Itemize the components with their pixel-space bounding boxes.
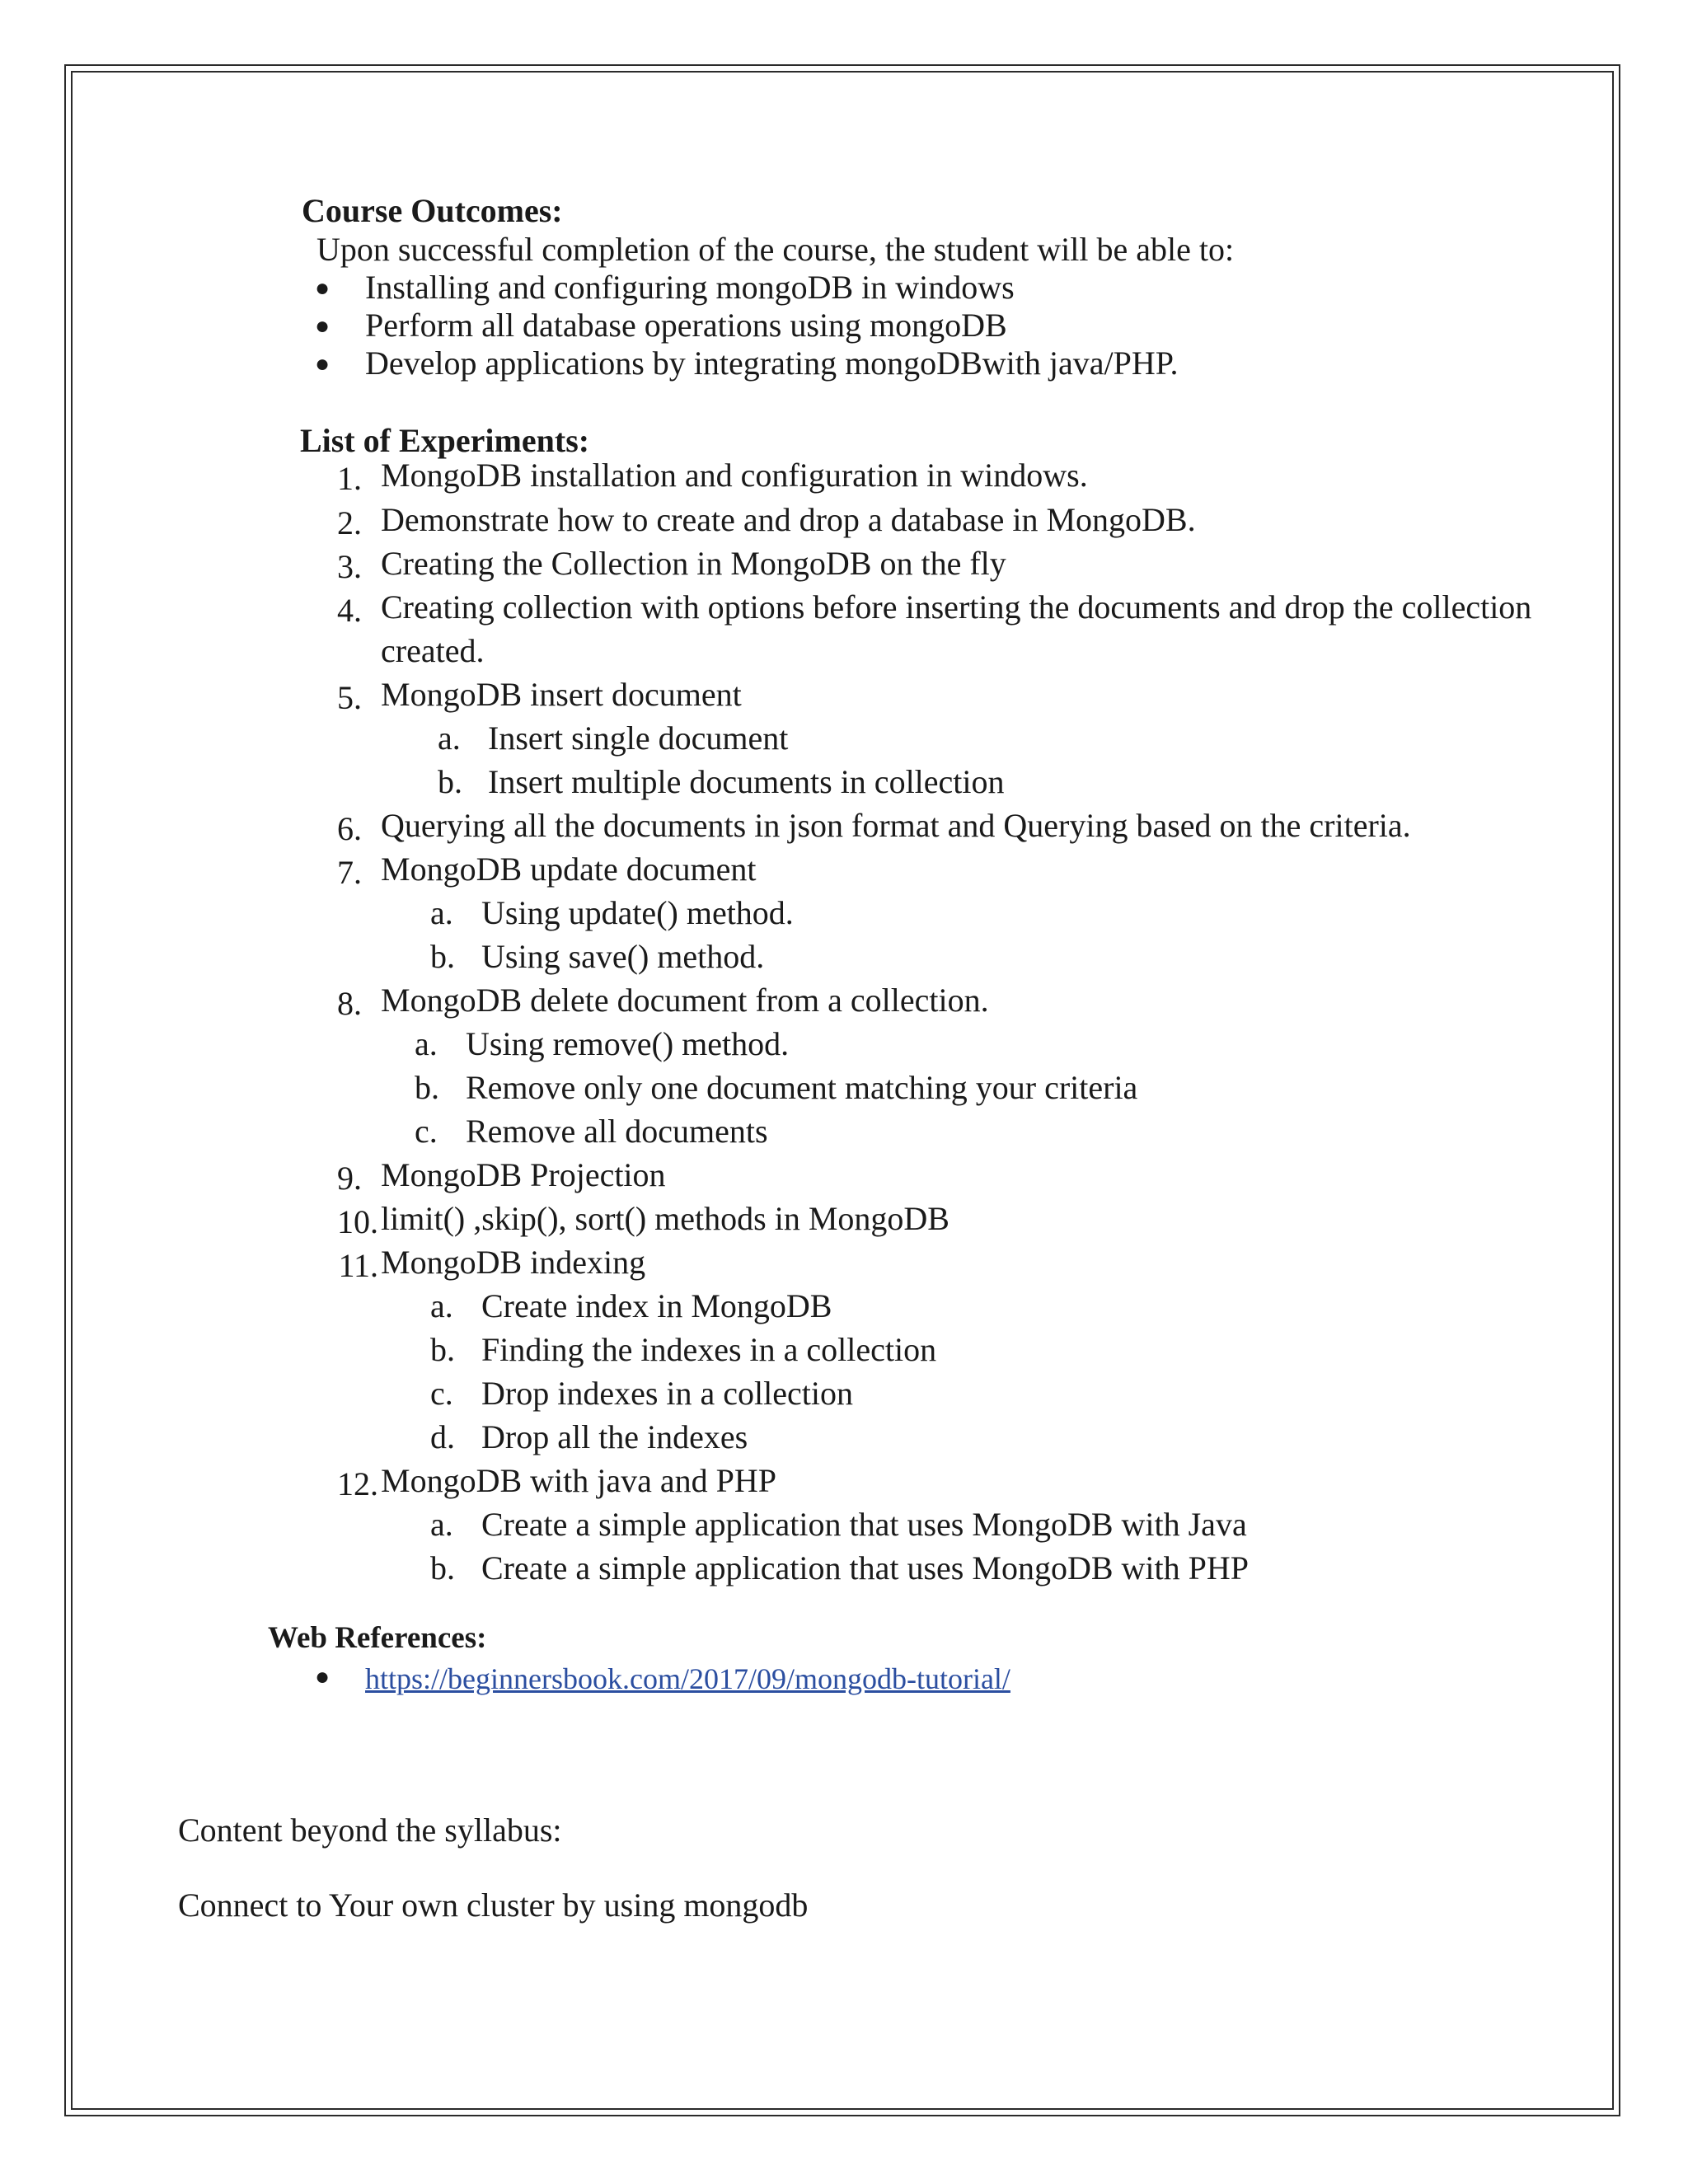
experiment-item-continuation: created.	[381, 632, 485, 669]
experiment-item: MongoDB with java and PHP	[381, 1462, 776, 1499]
experiment-number: 7.	[337, 854, 362, 891]
sub-item: Drop indexes in a collection	[481, 1375, 853, 1412]
experiment-item: Demonstrate how to create and drop a database in MongoDB.	[381, 501, 1196, 538]
sub-item: Create a simple application that uses MongoDB with PHP	[481, 1549, 1249, 1586]
experiment-item: Querying all the documents in json format and Querying based on the criteria.	[381, 807, 1411, 844]
experiment-item: MongoDB update document	[381, 851, 757, 888]
experiment-item: MongoDB indexing	[381, 1244, 646, 1281]
sub-item-letter: b.	[430, 1331, 455, 1368]
sub-item: Insert single document	[488, 719, 789, 757]
experiment-number: 6.	[337, 810, 362, 847]
outcome-item: Installing and configuring mongoDB in windows	[365, 269, 1015, 306]
experiment-number: 5.	[337, 679, 362, 716]
outcome-item: Develop applications by integrating mongoDBwith java/PHP.	[365, 344, 1179, 382]
sub-item: Create a simple application that uses MongoDB with Java	[481, 1506, 1247, 1543]
experiment-item: limit() ,skip(), sort() methods in MongoDB	[381, 1200, 950, 1237]
sub-item: Insert multiple documents in collection	[488, 763, 1005, 800]
sub-item-letter: a.	[430, 1506, 453, 1543]
sub-item-letter: b.	[438, 763, 462, 800]
sub-item-letter: b.	[430, 938, 455, 975]
sub-item-letter: a.	[430, 1287, 453, 1324]
sub-item: Finding the indexes in a collection	[481, 1331, 937, 1368]
experiment-number: 9.	[337, 1160, 362, 1197]
sub-item: Using update() method.	[481, 894, 794, 931]
sub-item: Drop all the indexes	[481, 1418, 748, 1455]
sub-item-letter: a.	[415, 1025, 438, 1062]
experiment-number: 10.	[337, 1203, 378, 1240]
web-reference-link[interactable]: https://beginnersbook.com/2017/09/mongodb-tutorial/	[365, 1662, 1010, 1695]
bullet-icon: ●	[315, 1663, 331, 1690]
experiment-number: 4.	[337, 592, 362, 629]
experiment-number: 11.	[338, 1247, 378, 1284]
sub-item-letter: a.	[430, 894, 453, 931]
experiment-number: 1.	[337, 460, 362, 497]
course-outcomes-intro: Upon successful completion of the course, the student will be able to:	[316, 231, 1235, 268]
bullet-icon: ●	[315, 350, 331, 377]
experiment-item: Creating the Collection in MongoDB on the fly	[381, 545, 1006, 582]
experiment-number: 8.	[337, 985, 362, 1022]
experiment-item: MongoDB Projection	[381, 1156, 666, 1193]
bullet-icon: ●	[315, 312, 331, 340]
experiment-item: Creating collection with options before inserting the documents and drop the collection	[381, 588, 1532, 626]
sub-item: Create index in MongoDB	[481, 1287, 832, 1324]
web-references-heading: Web References:	[268, 1621, 487, 1655]
sub-item: Using save() method.	[481, 938, 765, 975]
experiment-number: 3.	[337, 548, 362, 585]
sub-item-letter: a.	[438, 719, 461, 757]
sub-item-letter: c.	[430, 1375, 453, 1412]
content-beyond-text: Connect to Your own cluster by using mongodb	[178, 1886, 809, 1924]
experiment-item: MongoDB insert document	[381, 676, 742, 713]
experiment-number: 2.	[337, 504, 362, 541]
course-outcomes-heading: Course Outcomes:	[302, 192, 563, 229]
experiment-number: 12.	[337, 1465, 378, 1502]
sub-item-letter: b.	[430, 1549, 455, 1586]
sub-item-letter: b.	[415, 1069, 439, 1106]
experiment-item: MongoDB delete document from a collection.	[381, 982, 989, 1019]
sub-item-letter: c.	[415, 1113, 438, 1150]
sub-item-letter: d.	[430, 1418, 455, 1455]
sub-item: Remove only one document matching your criteria	[466, 1069, 1138, 1106]
bullet-icon: ●	[315, 274, 331, 302]
sub-item: Using remove() method.	[466, 1025, 790, 1062]
experiment-item: MongoDB installation and configuration in windows.	[381, 457, 1088, 494]
outcome-item: Perform all database operations using mongoDB	[365, 307, 1007, 344]
content-beyond-heading: Content beyond the syllabus:	[178, 1811, 562, 1849]
sub-item: Remove all documents	[466, 1113, 768, 1150]
experiments-heading: List of Experiments:	[300, 422, 590, 459]
